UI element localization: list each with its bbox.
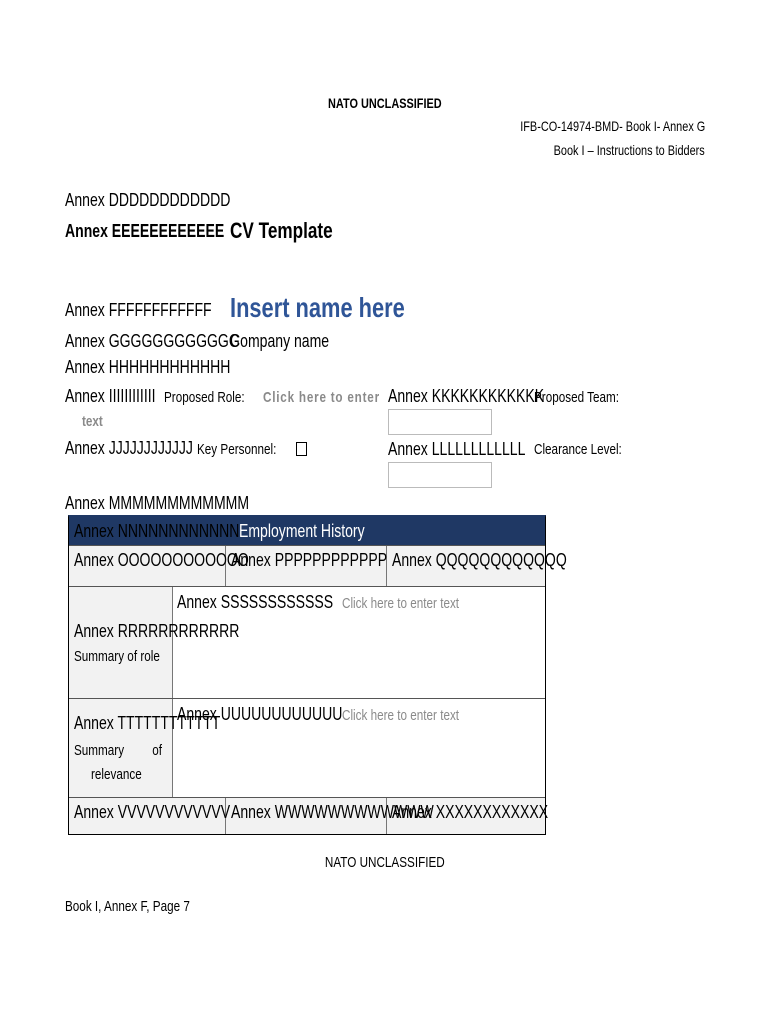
annex-q-label: Annex QQQQQQQQQQQQ [392, 550, 567, 570]
employment-history-title: Employment History [239, 521, 365, 541]
clearance-level-input[interactable] [388, 462, 492, 488]
summary-of-relevance-row [69, 699, 545, 798]
annex-x-label: Annex XXXXXXXXXXXX [392, 802, 549, 822]
top-classification: NATO UNCLASSIFIED [328, 95, 442, 111]
dates-column-header [387, 546, 567, 586]
document-subtitle: Book I – Instructions to Bidders [553, 142, 705, 158]
cv-template-title: CV Template [230, 218, 333, 243]
annex-p-label: Annex PPPPPPPPPPPP [231, 550, 388, 570]
annex-s-label: Annex SSSSSSSSSSSS [177, 592, 334, 612]
annex-v-label: Annex VVVVVVVVVVVV [74, 802, 231, 822]
company-column-header [69, 546, 249, 586]
summary-of-label: Summary of [74, 742, 163, 759]
name-field[interactable]: Insert name here [230, 292, 405, 323]
annex-r-label: Annex RRRRRRRRRRRR [74, 621, 240, 641]
relevance-label: relevance [91, 766, 142, 783]
summary-of-relevance-field[interactable]: Click here to enter text [342, 707, 460, 724]
bottom-classification: NATO UNCLASSIFIED [325, 854, 445, 871]
company-column-header-2 [69, 798, 231, 834]
document-reference: IFB-CO-14974-BMD- Book I- Annex G [519, 118, 705, 134]
annex-i-heading: Annex IIIIIIIIIIII [65, 386, 156, 406]
clearance-level-label: Clearance Level: [534, 441, 622, 458]
position-column-header-2 [226, 798, 434, 834]
page-reference: Book I, Annex F, Page 7 [65, 898, 190, 915]
table-header-row [69, 517, 545, 546]
proposed-role-field-continued[interactable]: text [82, 413, 103, 430]
proposed-role-label: Proposed Role: [164, 389, 245, 406]
company-name-field[interactable]: Company name [230, 331, 330, 351]
annex-j-heading: Annex JJJJJJJJJJJJ [65, 438, 193, 458]
key-personnel-checkbox[interactable] [296, 442, 307, 456]
proposed-team-label: Proposed Team: [534, 389, 619, 406]
annex-t-label: Annex TTTTTTTTTTTT [74, 713, 221, 733]
annex-g-heading: Annex GGGGGGGGGGGG [65, 331, 240, 351]
annex-d-heading: Annex DDDDDDDDDDDD [65, 190, 231, 210]
annex-l-heading: Annex LLLLLLLLLLLL [388, 439, 526, 459]
annex-o-label: Annex OOOOOOOOOOOO [74, 550, 249, 570]
proposed-role-field[interactable]: Click here to enter [263, 389, 380, 406]
key-personnel-label: Key Personnel: [197, 441, 277, 458]
annex-n-label: Annex NNNNNNNNNNNN [74, 521, 240, 541]
annex-w-label: Annex WWWWWWWWWWWW [231, 802, 434, 822]
summary-of-role-label-cell [69, 587, 173, 698]
annex-h-heading: Annex HHHHHHHHHHHH [65, 357, 231, 377]
annex-e-heading: Annex EEEEEEEEEEEE [65, 221, 225, 241]
annex-m-heading: Annex MMMMMMMMMMMM [65, 493, 250, 513]
dates-column-header-2 [387, 798, 549, 834]
summary-of-role-row [69, 587, 545, 699]
annex-k-heading: Annex KKKKKKKKKKKK [388, 386, 545, 406]
annex-u-label: Annex UUUUUUUUUUUU [177, 704, 343, 724]
summary-of-role-field[interactable]: Click here to enter text [342, 595, 460, 612]
position-column-header [226, 546, 387, 586]
proposed-team-input[interactable] [388, 409, 492, 435]
table-column-header-row [69, 546, 567, 587]
annex-f-heading: Annex FFFFFFFFFFFF [65, 300, 212, 320]
employment-history-table [68, 515, 567, 835]
table-repeat-header-row [69, 798, 549, 834]
summary-of-role-label: Summary of role [74, 648, 160, 665]
